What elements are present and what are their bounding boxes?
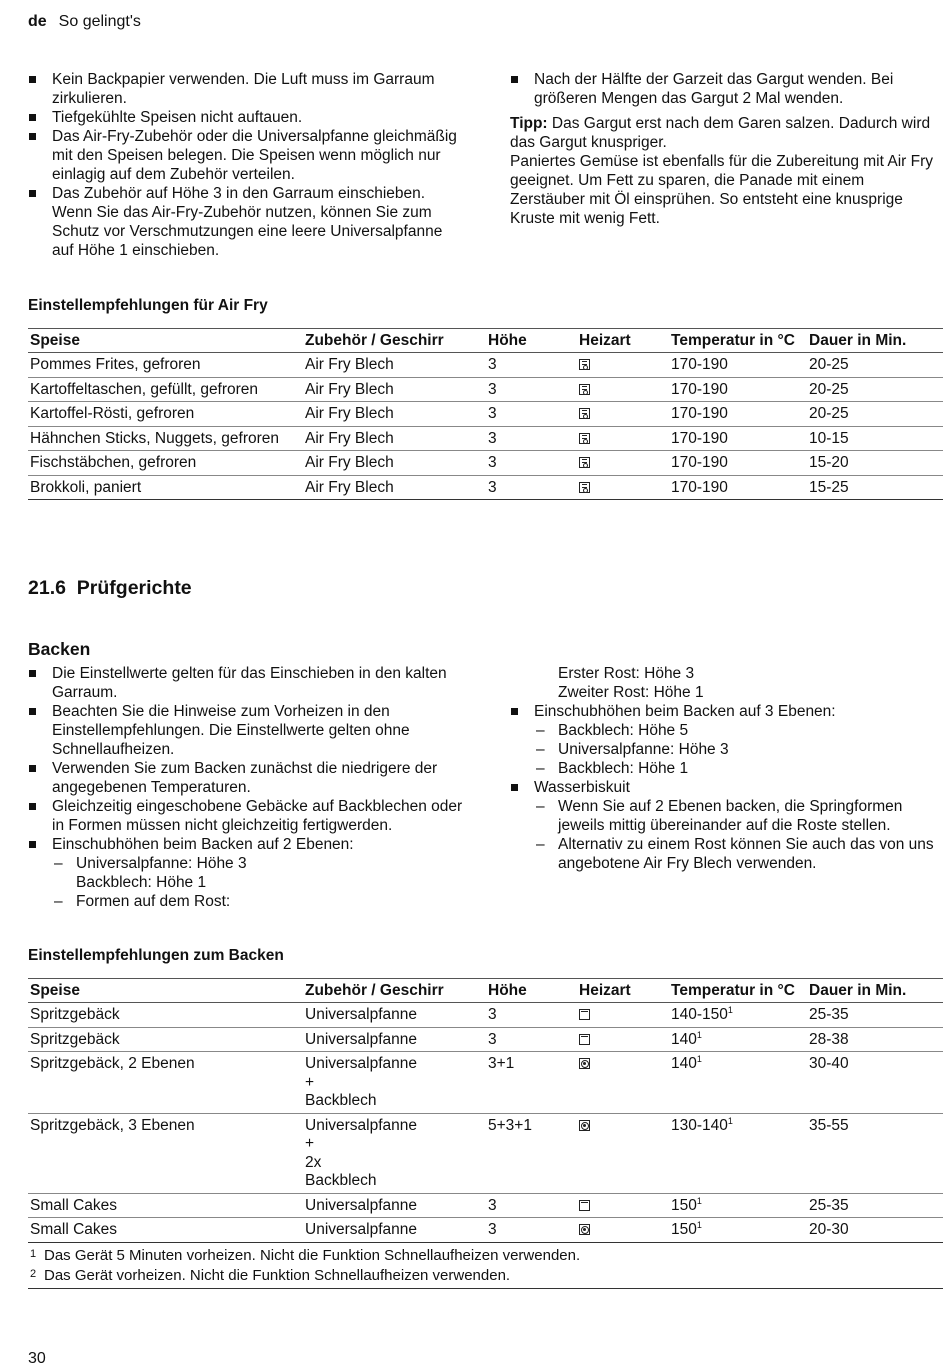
table-row xyxy=(28,1113,943,1193)
tip-text: Das Gargut erst nach dem Garen salzen. Dadurch wird das Gargut knuspriger. xyxy=(510,115,931,151)
wasserbiskuit-label: Wasserbiskuit xyxy=(534,779,630,796)
airfry-settings-table xyxy=(28,328,943,500)
list-item xyxy=(510,778,942,873)
cell-speise: Brokkoli, paniert xyxy=(30,478,142,496)
footnote xyxy=(30,1245,941,1265)
cell-speise: Spritzgebäck xyxy=(30,1006,120,1023)
rack-level-2: Zweiter Rost: Höhe 1 xyxy=(558,684,704,701)
hot-air-icon xyxy=(579,1224,590,1235)
cell-hoehe: 3 xyxy=(488,1221,497,1238)
temp-value: 140 xyxy=(671,1030,697,1048)
cell-dauer: 20-25 xyxy=(809,405,849,422)
top-bottom-heat-icon xyxy=(579,1200,590,1211)
cell-zubehoer: Air Fry Blech xyxy=(305,405,394,422)
cell-dauer: 30-40 xyxy=(809,1055,849,1072)
zub-line: Universalpfanne xyxy=(305,1196,418,1214)
cell-hoehe: 3 xyxy=(488,356,497,373)
cell-temp xyxy=(669,1052,807,1114)
hot-air-icon xyxy=(579,1058,590,1069)
cell-hoehe: 3+1 xyxy=(488,1055,515,1072)
tip-label: Tipp: xyxy=(510,115,548,132)
backen-settings-table xyxy=(28,978,943,1243)
table-row xyxy=(28,426,943,451)
backen-left xyxy=(28,664,463,911)
zub-line: + xyxy=(305,1073,315,1091)
table-row xyxy=(28,451,943,476)
cell-speise: Small Cakes xyxy=(30,1196,117,1214)
cell-temp: 170-190 xyxy=(671,405,728,422)
cell-zubehoer xyxy=(303,1052,486,1114)
cell-hoehe: 3 xyxy=(488,1030,497,1048)
table-row xyxy=(28,1003,943,1028)
cell-heizart xyxy=(577,475,669,500)
table-title: Einstellempfehlungen für Air Fry xyxy=(28,297,268,314)
cell-dauer: 20-25 xyxy=(809,356,849,373)
cell-zubehoer: Air Fry Blech xyxy=(305,454,394,471)
footnote-number: 1 xyxy=(30,1247,37,1260)
cell-hoehe: 3 xyxy=(488,1006,497,1023)
cell-speise: Small Cakes xyxy=(30,1221,117,1238)
cell-heizart xyxy=(577,1003,669,1028)
temp-value: 130-140 xyxy=(671,1116,728,1134)
list-item xyxy=(52,854,463,892)
cell-hoehe: 3 xyxy=(488,380,497,398)
cell-heizart xyxy=(577,353,669,378)
cell-zubehoer xyxy=(303,1218,486,1243)
cell-heizart xyxy=(577,377,669,402)
cell-hoehe: 5+3+1 xyxy=(488,1116,532,1134)
cell-dauer: 25-35 xyxy=(809,1196,849,1214)
table-row xyxy=(28,377,943,402)
col-header-heizart: Heizart xyxy=(579,982,631,999)
cell-hoehe: 3 xyxy=(488,1196,497,1214)
cell-zubehoer xyxy=(303,1003,486,1028)
cell-temp: 170-190 xyxy=(671,356,728,373)
zub-line: + xyxy=(305,1135,315,1152)
chapter-title: So gelingt's xyxy=(58,13,141,30)
cell-dauer: 15-25 xyxy=(809,478,849,496)
hot-air-icon xyxy=(579,1120,590,1131)
cell-speise: Spritzgebäck xyxy=(30,1030,120,1048)
breaded-veg-paragraph: Paniertes Gemüse ist ebenfalls für die Zubereitung mit Air Fry geeignet. Um Fett zu sparen, die Panade mit einem Zerstäuber mit Öl einsprühen. So entsteht eine knusprige Kruste mit wenig Fett. xyxy=(510,153,933,227)
cell-heizart xyxy=(577,1193,669,1218)
list-item: Die Einstellwerte gelten für das Einschieben in den kalten Garraum. xyxy=(28,664,463,702)
footnote-ref: 1 xyxy=(727,1115,733,1126)
table-row xyxy=(28,475,943,500)
table-header-row xyxy=(28,979,943,1003)
cell-speise: Kartoffel-Rösti, gefroren xyxy=(30,405,195,422)
section-number: 21.6 xyxy=(28,577,66,599)
col-header-dauer: Dauer in Min. xyxy=(809,982,907,999)
page-header xyxy=(28,12,141,31)
zub-line: Universalpfanne xyxy=(305,1055,418,1072)
air-fry-icon xyxy=(579,433,590,444)
table-footnotes xyxy=(28,1243,943,1289)
list-item: Das Zubehör auf Höhe 3 in den Garraum einschieben. Wenn Sie das Air-Fry-Zubehör nutzen, können Sie zum Schutz vor Verschmutzungen eine leere Universalpfanne auf Höhe 1 einschieben. xyxy=(28,184,458,260)
cell-speise: Pommes Frites, gefroren xyxy=(30,356,201,373)
footnote-ref: 1 xyxy=(696,1220,702,1230)
col-header-zubehoer: Zubehör / Geschirr xyxy=(305,332,444,349)
table-title: Einstellempfehlungen zum Backen xyxy=(28,947,284,964)
footnote-number: 2 xyxy=(30,1267,37,1280)
list-item: – Universalpfanne: Höhe 3 xyxy=(534,740,942,759)
zub-line: Universalpfanne xyxy=(305,1116,418,1134)
col-header-zubehoer: Zubehör / Geschirr xyxy=(305,982,444,999)
table-row xyxy=(28,1193,943,1218)
table-row xyxy=(28,1052,943,1114)
cell-temp: 170-190 xyxy=(671,380,728,398)
two-levels-item: – Universalpfanne: Höhe 3 xyxy=(76,855,247,872)
footnote-ref: 1 xyxy=(727,1005,733,1015)
list-item: Kein Backpapier verwenden. Die Luft muss im Garraum zirkulieren. xyxy=(28,70,458,108)
air-fry-icon xyxy=(579,408,590,419)
col-header-heizart: Heizart xyxy=(579,332,631,349)
list-item: – Wenn Sie auf 2 Ebenen backen, die Springformen jeweils mittig übereinander auf die Roste stellen. xyxy=(534,797,942,835)
cell-dauer: 25-35 xyxy=(809,1006,849,1023)
cell-speise: Spritzgebäck, 3 Ebenen xyxy=(30,1116,195,1134)
cell-zubehoer: Air Fry Blech xyxy=(305,478,394,496)
cell-hoehe: 3 xyxy=(488,478,497,496)
airfry-table-wrap xyxy=(28,328,943,500)
zub-line: 2x xyxy=(305,1153,322,1171)
col-header-speise: Speise xyxy=(30,332,80,349)
temp-value: 150 xyxy=(671,1221,697,1238)
three-levels-label: Einschubhöhen beim Backen auf 3 Ebenen: xyxy=(534,703,836,720)
list-item: Tiefgekühlte Speisen nicht auftauen. xyxy=(28,108,458,127)
cell-temp xyxy=(669,1193,807,1218)
col-header-hoehe: Höhe xyxy=(488,332,527,349)
col-header-temperatur: Temperatur in °C xyxy=(671,332,795,349)
footnote xyxy=(30,1265,941,1285)
language-code: de xyxy=(28,13,47,30)
list-item xyxy=(28,835,463,911)
section-title: Prüfgerichte xyxy=(76,577,192,599)
air-fry-icon xyxy=(579,482,590,493)
col-header-hoehe: Höhe xyxy=(488,982,527,999)
cell-zubehoer: Air Fry Blech xyxy=(305,356,394,373)
table-header-row xyxy=(28,329,943,353)
airfry-tips-left xyxy=(28,70,458,260)
cell-temp xyxy=(669,1218,807,1243)
cell-hoehe: 3 xyxy=(488,429,497,447)
table-row xyxy=(28,353,943,378)
cell-heizart xyxy=(577,1052,669,1114)
footnote-ref: 1 xyxy=(696,1029,702,1040)
list-item: Verwenden Sie zum Backen zunächst die niedrigere der angegebenen Temperaturen. xyxy=(28,759,463,797)
cell-heizart xyxy=(577,402,669,427)
temp-value: 140 xyxy=(671,1055,697,1072)
zub-line: Backblech xyxy=(305,1092,377,1109)
list-item: Das Air-Fry-Zubehör oder die Universalpfanne gleichmäßig mit den Speisen belegen. Die Speisen wenn möglich nur einlagig auf dem Zubehör verteilen. xyxy=(28,127,458,184)
tip-paragraph xyxy=(510,114,942,152)
cell-dauer: 35-55 xyxy=(809,1116,849,1134)
list-item: Beachten Sie die Hinweise zum Vorheizen in den Einstellempfehlungen. Die Einstellwerte gelten ohne Schnellaufheizen. xyxy=(28,702,463,759)
list-item: – Backblech: Höhe 5 xyxy=(534,721,942,740)
cell-temp xyxy=(669,1113,807,1193)
footnote-text: Das Gerät 5 Minuten vorheizen. Nicht die Funktion Schnellaufheizen verwenden. xyxy=(44,1246,581,1264)
zub-line: Universalpfanne xyxy=(305,1006,418,1023)
section-heading xyxy=(28,579,192,598)
list-item: – Backblech: Höhe 1 xyxy=(534,759,942,778)
cell-speise: Kartoffeltaschen, gefüllt, gefroren xyxy=(30,380,259,398)
cell-zubehoer: Air Fry Blech xyxy=(305,429,394,447)
cell-hoehe: 3 xyxy=(488,405,497,422)
col-header-speise: Speise xyxy=(30,982,80,999)
cell-dauer: 28-38 xyxy=(809,1030,849,1048)
top-bottom-heat-icon xyxy=(579,1034,590,1045)
cell-heizart xyxy=(577,1218,669,1243)
airfry-tips-right xyxy=(510,70,942,228)
list-item: Nach der Hälfte der Garzeit das Gargut wenden. Bei größeren Mengen das Gargut 2 Mal wenden. xyxy=(510,70,942,108)
table-row xyxy=(28,1027,943,1052)
top-bottom-heat-icon xyxy=(579,1009,590,1020)
two-levels-item-cont: Backblech: Höhe 1 xyxy=(76,874,207,891)
cell-speise: Hähnchen Sticks, Nuggets, gefroren xyxy=(30,429,279,447)
temp-value: 150 xyxy=(671,1196,697,1214)
cell-zubehoer xyxy=(303,1193,486,1218)
cell-dauer: 20-30 xyxy=(809,1221,849,1238)
cell-temp: 170-190 xyxy=(671,478,728,496)
zub-line: Universalpfanne xyxy=(305,1221,418,1238)
zub-line: Backblech xyxy=(305,1172,377,1189)
cell-heizart xyxy=(577,451,669,476)
zub-line: Universalpfanne xyxy=(305,1030,418,1048)
list-item: – Alternativ zu einem Rost können Sie auch das von uns angebotene Air Fry Blech verwenden. xyxy=(534,835,942,873)
cell-zubehoer xyxy=(303,1027,486,1052)
cell-hoehe: 3 xyxy=(488,454,497,471)
cell-dauer: 15-20 xyxy=(809,454,849,471)
table-row xyxy=(28,402,943,427)
footnote-ref: 1 xyxy=(696,1054,702,1064)
backen-right xyxy=(510,664,942,873)
temp-value: 140-150 xyxy=(671,1006,728,1023)
list-item: – Formen auf dem Rost: xyxy=(52,892,463,911)
cell-dauer: 10-15 xyxy=(809,429,849,447)
air-fry-icon xyxy=(579,457,590,468)
cell-heizart xyxy=(577,426,669,451)
backen-heading: Backen xyxy=(28,639,91,659)
col-header-dauer: Dauer in Min. xyxy=(809,332,907,349)
air-fry-icon xyxy=(579,384,590,395)
cell-zubehoer: Air Fry Blech xyxy=(305,380,394,398)
footnote-ref: 1 xyxy=(696,1195,702,1206)
cell-speise: Spritzgebäck, 2 Ebenen xyxy=(30,1055,195,1072)
cell-dauer: 20-25 xyxy=(809,380,849,398)
footnote-text: Das Gerät vorheizen. Nicht die Funktion Schnellaufheizen verwenden. xyxy=(44,1266,511,1284)
cell-temp: 170-190 xyxy=(671,454,728,471)
cell-speise: Fischstäbchen, gefroren xyxy=(30,454,197,471)
cell-zubehoer xyxy=(303,1113,486,1193)
col-header-temperatur: Temperatur in °C xyxy=(671,982,795,999)
cell-heizart xyxy=(577,1027,669,1052)
cell-temp xyxy=(669,1003,807,1028)
cell-temp: 170-190 xyxy=(671,429,728,447)
rack-level-1: Erster Rost: Höhe 3 xyxy=(558,665,695,682)
two-levels-label: Einschubhöhen beim Backen auf 2 Ebenen: xyxy=(52,836,354,853)
table-row xyxy=(28,1218,943,1243)
list-item: Gleichzeitig eingeschobene Gebäcke auf Backblechen oder in Formen müssen nicht gleichzeitig fertigwerden. xyxy=(28,797,463,835)
backen-table-wrap xyxy=(28,978,943,1289)
page-number: 30 xyxy=(28,1350,46,1367)
list-item xyxy=(510,702,942,778)
cell-heizart xyxy=(577,1113,669,1193)
cell-temp xyxy=(669,1027,807,1052)
air-fry-icon xyxy=(579,359,590,370)
